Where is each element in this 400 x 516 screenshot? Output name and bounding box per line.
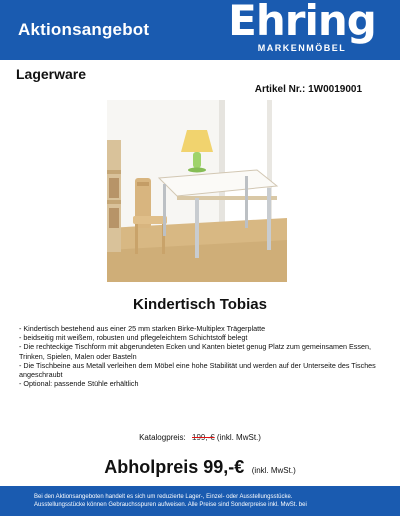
catalog-price-suffix: (inkl. MwSt.): [216, 433, 261, 442]
header-banner: [0, 0, 400, 60]
footer-line: Ausstellungsstücke können Gebrauchsspuren aufweisen. Alle Preise sind Sonderpreise inkl. MwSt. bei: [34, 502, 307, 508]
page-title: Aktionsangebot: [18, 20, 150, 39]
product-photo: [107, 100, 287, 282]
article-number: Artikel Nr.: 1W0019001: [254, 84, 362, 95]
logo-wordmark: Ehring: [228, 0, 376, 45]
description-item: - Kindertisch bestehend aus einer 25 mm starken Birke-Multiplex Trägerplatte: [19, 324, 266, 333]
catalog-price-line: [0, 433, 400, 442]
description-item: - beidseitig mit weißem, robusten und pflegeleichtem Schichtstoff belegt: [19, 333, 248, 343]
description-item: - Optional: passende Stühle erhältlich: [19, 379, 139, 389]
product-title: Kindertisch Tobias: [133, 296, 267, 313]
description-item: - Die Tischbeine aus Metall verleihen dem Möbel eine hohe Stabilität und werden auf der Unterseite des Tisches angeschraubt: [19, 360, 376, 380]
catalog-price-value: 199,-€: [192, 433, 215, 442]
description-item: - Die rechteckige Tischform mit abgerundeten Ecken und Kanten bietet genug Platz zum gemeinsamen Essen, Trinken, Spielen, Malen oder Basteln: [19, 342, 371, 361]
pickup-price-line: [0, 457, 400, 478]
footer-text: [34, 493, 364, 509]
footer-line: Bei den Aktionsangeboten handelt es sich um reduzierte Lager-, Einzel- oder Ausstellungsstücke.: [34, 494, 293, 500]
footer-banner: [0, 486, 400, 516]
catalog-price-label: Katalogpreis:: [139, 433, 186, 442]
logo-subtext: MARKENMÖBEL: [257, 43, 347, 53]
pickup-price: Abholpreis 99,-€: [104, 457, 245, 477]
pickup-price-suffix: (inkl. MwSt.): [251, 466, 296, 475]
product-description: [19, 324, 385, 388]
stock-label: Lagerware: [16, 66, 87, 82]
brand-logo[interactable]: [218, 0, 386, 60]
